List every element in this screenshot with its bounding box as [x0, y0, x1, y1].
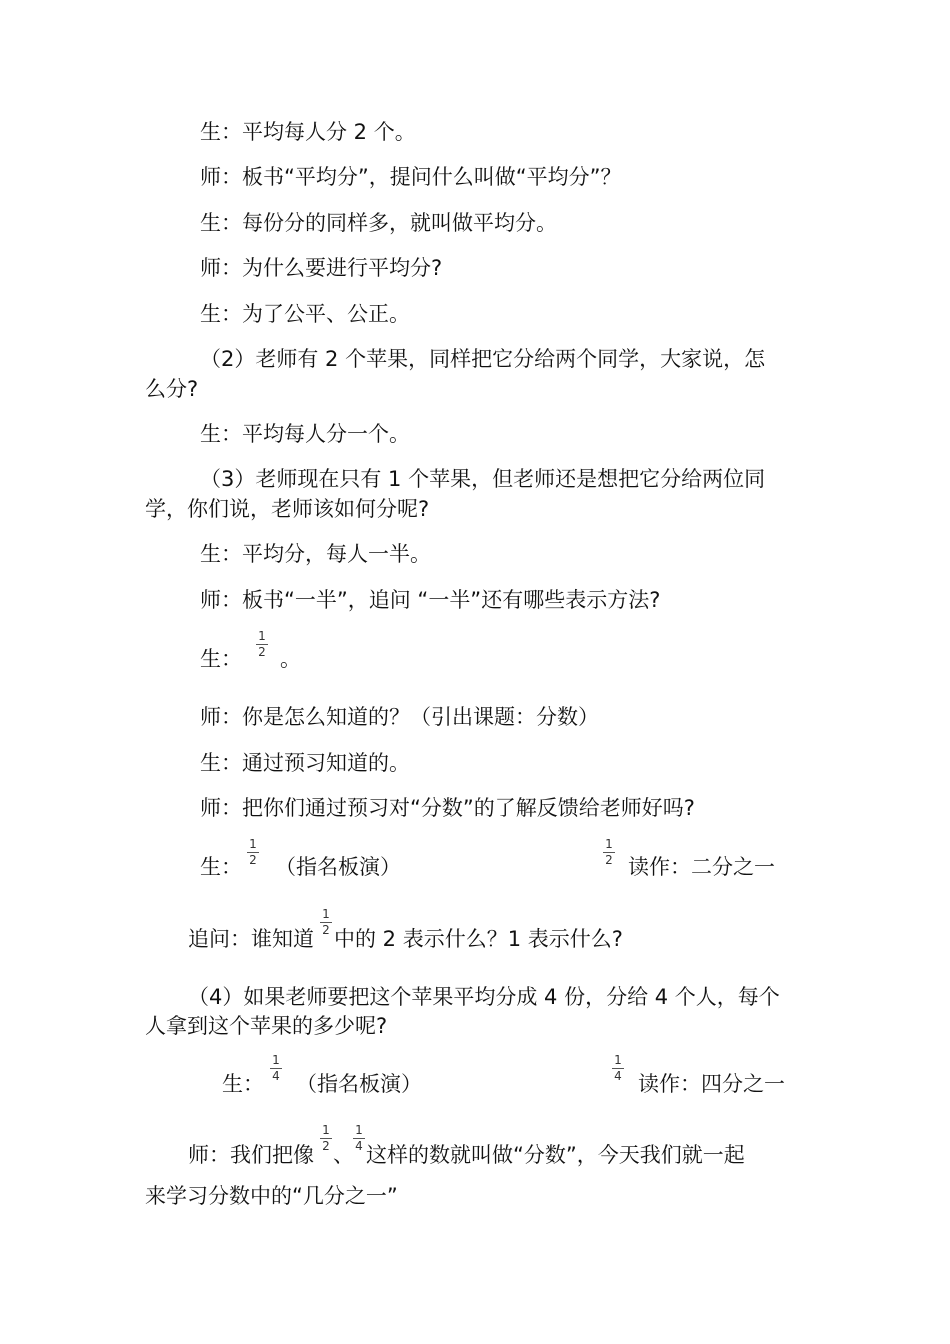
fraction-one-quarter: 1 4	[353, 1124, 365, 1153]
dialogue-line-2: 师：板书“平均分”，提问什么叫做“平均分”？	[200, 165, 622, 189]
fraction-denominator: 2	[258, 645, 266, 659]
dialogue-line-6: 生：平均每人分一个。	[200, 422, 410, 446]
question-2-line-2: 么分?	[145, 377, 199, 401]
dialogue-line-3: 生：每份分的同样多，就叫做平均分。	[200, 211, 557, 235]
fraction-numerator: 1	[258, 629, 266, 643]
summary-prefix: 师：我们把像	[188, 1143, 314, 1167]
dialogue-line-10: 生：通过预习知道的。	[200, 751, 410, 775]
summary-line-2: 来学习分数中的“几分之一”	[145, 1184, 398, 1208]
fraction-one-quarter: 1 4	[612, 1054, 624, 1083]
question-4-line-1: （4）如果老师要把这个苹果平均分成 4 份，分给 4 个人，每个	[188, 985, 780, 1009]
board-demo-note: （指名板演）	[275, 855, 401, 879]
dialogue-line-9: 师：你是怎么知道的？（引出课题：分数）	[200, 705, 599, 729]
question-4-line-2: 人拿到这个苹果的多少呢?	[145, 1014, 388, 1038]
answer-prefix: 生：	[200, 855, 242, 879]
fraction-one-half	[256, 630, 268, 659]
dialogue-line-5: 生：为了公平、公正。	[200, 302, 410, 326]
follow-up-question: 中的 2 表示什么？1 表示什么?	[334, 927, 623, 951]
answer-prefix: 生：	[222, 1072, 264, 1096]
fraction-one-half: 1 2	[320, 908, 332, 937]
dialogue-line-7: 生：平均分，每人一半。	[200, 542, 431, 566]
fraction-one-quarter: 1 4	[270, 1054, 282, 1083]
dialogue-line-8: 师：板书“一半”，追问 “一半”还有哪些表示方法?	[200, 588, 661, 612]
dialogue-line-4: 师：为什么要进行平均分?	[200, 256, 443, 280]
dialogue-line-1: 生：平均每人分 2 个。	[200, 120, 416, 144]
reading-note: 读作：二分之一	[628, 855, 775, 879]
question-3-line-2: 学，你们说，老师该如何分呢?	[145, 497, 430, 521]
summary-text: 这样的数就叫做“分数”，今天我们就一起	[366, 1143, 745, 1167]
fraction-one-half: 1 2	[247, 838, 259, 867]
question-3-line-1: （3）老师现在只有 1 个苹果，但老师还是想把它分给两位同	[200, 467, 766, 491]
question-2-line-1: （2）老师有 2 个苹果，同样把它分给两个同学，大家说，怎	[200, 347, 766, 371]
reading-note: 读作：四分之一	[638, 1072, 785, 1096]
period-mark: 。	[280, 647, 301, 671]
dialogue-line-11: 师：把你们通过预习对“分数”的了解反馈给老师好吗?	[200, 796, 695, 820]
fraction-one-half: 1 2	[603, 838, 615, 867]
fraction-one-half: 1 2	[320, 1124, 332, 1153]
board-demo-note: （指名板演）	[296, 1072, 422, 1096]
separator-mark: 、	[333, 1143, 354, 1167]
follow-up-prefix: 追问：谁知道	[188, 927, 314, 951]
answer-prefix: 生：	[200, 647, 242, 671]
